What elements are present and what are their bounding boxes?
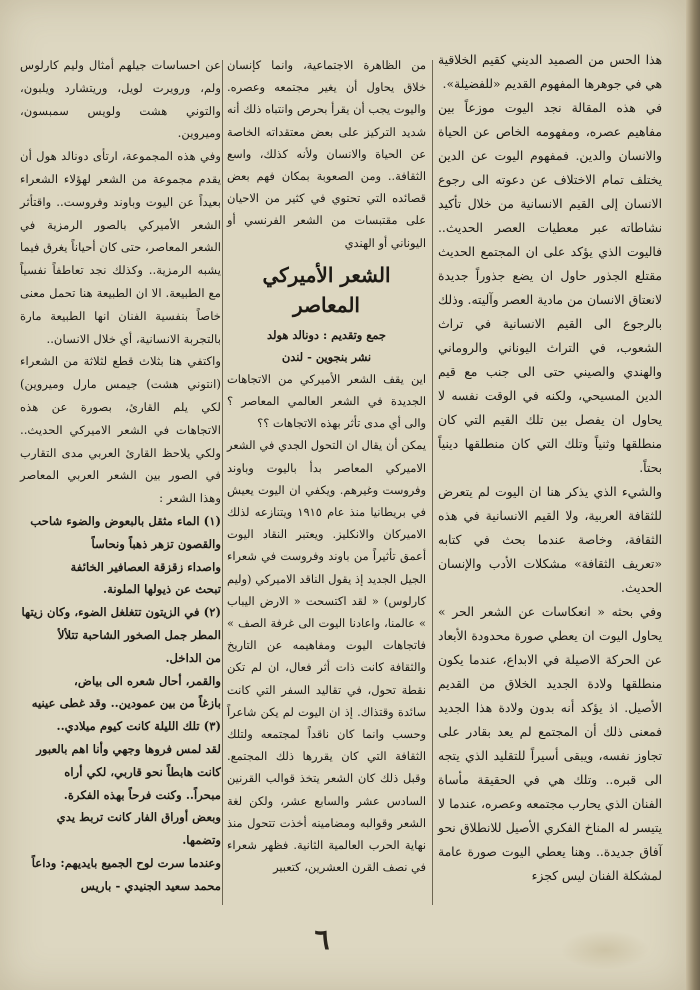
paragraph: وفي هذه المجموعة، ارتأى دونالد هول أن يقدم مجموعة من الشعر لهؤلاء الشعراء بعيداً عن اليوت وباوند وفروست.. واقتأثر الشعر الأميركي بالصور الرمزية في الشعر المعاصر، حتى كان أحياناً يغرق فيما يشبه الرمزية.. وكذلك نجد تعاطفاً نفسياً مع الطبيعة. الا ان الطبيعة هنا تحمل معنى خاصاً بنفسية الفنان انها الطبيعة مارة بالتجربة الانسانية، أي خلال الانسان.. [20,149,221,346]
column-right [438,48,662,888]
paragraph: اين يقف الشعر الأميركي من الاتجاهات الجديدة في الشعر العالمي المعاصر ؟ والى أي مدى تأثر بهذه الاتجاهات ؟؟ [227,371,426,431]
paragraph: يمكن أن يقال ان التحول الجدي في الشعر الاميركي المعاصر بدأ باليوت وباوند وفروست وغيرهم. ويكفي ان اليوت يعيش في بريطانيا منذ عام ١٩١٥ ويتنازعه لذلك الاميركان والانكليز. ويعتبر النقاد اليوت أعمق تأثيراً من باوند وفروست في شعراء الجيل الجديد إذ يقول الناقد الاميركي (وليم كارلوس) « لقد اكتسحت « الارض اليباب » عالمنا، واعادنا اليوت الى غرفة الصف » فاتجاهات اليوت ومفاهيمه عن التاريخ والثقافة كانت ذات أثر فعال، ان لم تكن نقطة تحول، في تقاليد السفر التي كانت سائدة وقتذاك. إذ ان اليوت لم يكن شاعراً وحسب وانما كان ناقداً لمجتمعه ولتلك الثقافة التي كان يقررها ذلك المجتمع. وقبل ذلك كان الشعر يتخذ قوالب القرنين السادس عشر والسابع عشر، ولكن لغة الشعر وقوالبه ومضامينه أخذت تتحول منذ نهاية الحرب العالمية الثانية. فظهر شعراء في نصف القرن العشرين، كتعبير [227,438,427,875]
byline-author: جمع وتقديم : دونالد هولد [267,327,386,342]
article-title: الشعر الأميركي المعاصر [262,262,391,317]
paragraph: في هذه المقالة نجد اليوت موزعاً بين مفاهيم عصره، ومفهومه الخاص عن الحياة والانسان والدين. فمفهوم اليوت عن الدين يختلف تمام الاختلاف عن دعوته الى رجوع الانسان إلى القيم الانسانية من خلال تأكيد نشاطاته عبر معطيات العصر الحديث.. فاليوت الذي يؤكد على ان المجتمع الحديث مقتلع الجذور حاول ان يضع جذوراً جديدة لانعتاق الانسان من مادية العصر وآليته. وذلك بالرجوع الى القيم الانسانية في تراث الشعوب، في التراث اليوناني والروماني والهندي والصيني حتى الى جنب مع قيم الدين المسيحي، ولكنه في الوقت نفسه لا يحاول ان يفصل بين تلك القيم التي كان منطلقها وثنياً وتلك التي كان منطلقها دينياً بحتاً. [438,101,662,475]
poem-line: من الداخل. [165,650,221,665]
page-number: ٦ [314,923,330,956]
poem-line: تبحث عن ذيولها الملونة. [103,582,221,597]
page-edge-shadow [686,0,700,990]
column-left [20,54,221,897]
paragraph: وفي بحثه « انعكاسات عن الشعر الحر » يحاول اليوت ان يعطي صورة محدودة الأبعاد عن الحركة الاصيلة في الابداع، عندما يكون منطلقها ولادة الجديد الخلاق من القديم الأصيل. اذ يؤكد أنه بدون ولادة هذا الجديد فمعنى ذلك أن المجتمع لم يعد بقادر على تجاوز نفسه، ويبقى أسيراً للتقليد الذي يتجه الى قبره.. وتلك هي في الحقيقة مأساة الفنان الذي يحارب مجتمعه وعصره، عندما لا يتيسر له المناخ الفكري الأصيل للانطلاق نحو آفاق جديدة.. وهنا يعطي اليوت صورة عامة لمشكلة الفنان ليس كجزء [438,605,662,883]
poem-line: المطر جمل الصخور الشاحبة تتلألأ [57,627,221,642]
poem-line: (٢) في الزيتون تتغلغل الضوء، وكان زيتها [21,605,221,620]
poem-line: (٣) تلك الليلة كانت كيوم ميلادي.. [56,719,221,734]
poem-line: والقصون تزهر ذهباً ونحاساً [91,536,221,551]
byline-publisher: نشر بنجوين - لندن [281,349,372,364]
poem-line: وبعض أوراق الفار كانت تربط يدي [56,810,221,825]
paper-stain [560,930,650,970]
poem-line: كانت هابطاً نحو قاربي، لكي أراه [64,764,221,779]
author-signature: محمد سعيد الجنيدي - باريس [80,878,221,893]
paragraph: عن احساسات جيلهم أمثال وليم كارلوس ولم، ورويرت لويل، وريتشارد ويلبون، والتوني هشت ولويس سمبسون، وميروين. [20,58,221,141]
poem-line: واصداء زقزقة العصافير الخائفة [70,559,221,574]
paragraph: واكتفي هنا بثلاث قطع لثلاثة من الشعراء (انتوني هشت) جيمس مارل وميروين) لكي يلم القارئ، بصورة عن هذه الاتجاهات في الشعر الاميركي الحديث.. ولكي يلاحظ القارئ العربي مدى التقارب في الصور بين الشعر العربي المعاصر وهذا الشعر : [20,354,221,506]
poem-line: بازغاً من بين عمودين.. وقد غطى عينيه [31,696,221,711]
poem-line: لقد لمس فروها وجهي وأنا اهم بالعبور [36,741,221,756]
poem-line: وتضمها. [182,833,221,848]
paragraph: من الظاهرة الاجتماعية، وانما كإنسان خلاق يحاول أن يغير مجتمعه وعصره. واليوت يجب أن يقرأ بحرص وانتباه ذلك أنه شديد التركيز على بعض معتقداته الخاصة عن الحياة والانسان ولأنه كذلك، واسع الثقافة.. ومن الصعوبة بمكان فهم بعض قصائده التي تحتوي في كثير من الاحيان على مقتبسات من الشعر الفرنسي أو اليوناني أو الهندي [227,58,426,250]
column-middle [227,54,426,879]
poem [20,510,221,875]
paragraph: هذا الحس من الصميد الديني كقيم الخلاقية هي في جوهرها المفهوم القديم «للفضيلة». [438,53,662,91]
poem-line: مبحراً.. وكنت فرحاً بهذه الفكرة. [63,787,221,802]
poem-line: (١) الماء مثقل بالبعوض والضوء شاحب [30,513,221,528]
column-divider-right [432,60,433,905]
paragraph: والشيء الذي يذكر هنا ان اليوت لم يتعرض للثقافة العربية، ولا القيم الانسانية في هذه الثقافة، وخاصة عندما بحث في كتابه «تعريف الثقافة» مشكلات الأدب والإنسان الحديث. [438,485,662,595]
column-divider-left [222,60,223,905]
poem-line: وعندما سرت لوح الجميع بايديهم: وداعاً [31,855,221,870]
poem-line: والقمر، أحال شعره الى بياض، [74,673,221,688]
